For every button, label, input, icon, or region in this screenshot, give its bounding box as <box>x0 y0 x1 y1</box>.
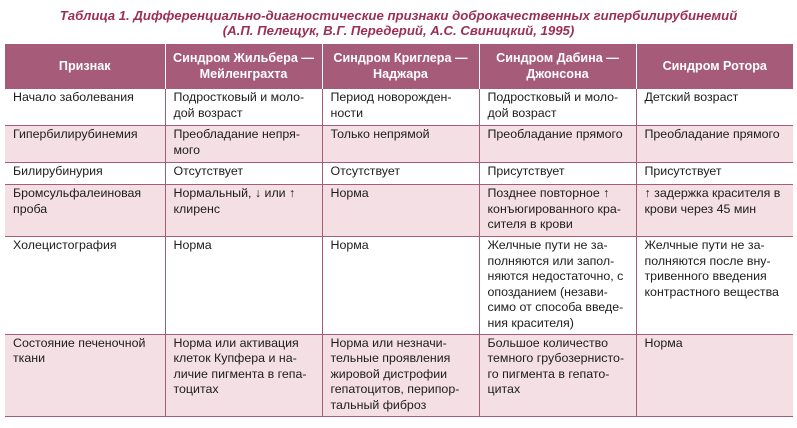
table-cell: Подростковый и молодой возраст <box>165 89 322 126</box>
table-row <box>5 89 793 126</box>
table-cell: Присутствует <box>479 163 636 185</box>
table-cell: Отсутствует <box>322 163 479 185</box>
table-cell: Холецистография <box>5 237 165 335</box>
table-row <box>5 163 793 185</box>
table-cell: Детский возраст <box>636 89 793 126</box>
column-header-crigler: Синдром Криглера — Наджара <box>322 44 479 89</box>
table-cell: Норма или активация клеток Купфера и наличие пигмента в гепатоцитах <box>165 334 322 416</box>
table-header-row <box>5 44 793 89</box>
caption-title: Таблица 1. Дифференциально-диагностические признаки доброкачественных гипербилирубинемий <box>59 8 738 23</box>
table-row <box>5 185 793 237</box>
table-cell: Желчные пути не заполняются или заполняются недостаточно, с опозданием (независимо от способа введения красителя) <box>479 237 636 335</box>
table-cell: Состояние печеночной ткани <box>5 334 165 416</box>
table-cell: ↑ задержка красителя в крови через 45 мин <box>636 185 793 237</box>
table-row <box>5 334 793 416</box>
table-cell: Норма или незначительные проявления жировой дистрофии гепатоцитов, перипортальный фиброз <box>322 334 479 416</box>
table-cell: Гипербилирубинемия <box>5 126 165 163</box>
table-cell: Позднее повторное ↑ конъюгированного красителя в крови <box>479 185 636 237</box>
table-cell: Желчные пути не заполняются после внутривенного введения контрастного вещества <box>636 237 793 335</box>
table-cell: Норма <box>322 185 479 237</box>
table-cell: Норма <box>322 237 479 335</box>
table-cell: Начало заболевания <box>5 89 165 126</box>
table-caption <box>0 8 797 38</box>
table-cell: Отсутствует <box>165 163 322 185</box>
column-header-feature: Признак <box>5 44 165 89</box>
table-cell: Нормальный, ↓ или ↑ клиренс <box>165 185 322 237</box>
table-cell: Большое количество темного грубозернистого пигмента в гепатоцитах <box>479 334 636 416</box>
table-cell: Бромсульфалеиновая проба <box>5 185 165 237</box>
table-cell: Билирубинурия <box>5 163 165 185</box>
table-row <box>5 126 793 163</box>
table-cell: Преобладание прямого <box>479 126 636 163</box>
table-row <box>5 237 793 335</box>
table-cell: Преобладание прямого <box>636 126 793 163</box>
caption-source: (А.П. Пелещук, В.Г. Передерий, А.С. Свиницкий, 1995) <box>222 23 575 38</box>
table-cell: Период новорожденности <box>322 89 479 126</box>
table-cell: Подростковый и молодой возраст <box>479 89 636 126</box>
column-header-dubin: Синдром Дабина — Джонсона <box>479 44 636 89</box>
table-cell: Преобладание непрямого <box>165 126 322 163</box>
table-cell: Присутствует <box>636 163 793 185</box>
column-header-rotor: Синдром Ротора <box>636 44 793 89</box>
table-cell: Только непрямой <box>322 126 479 163</box>
column-header-gilbert: Синдром Жильбера — Мейленграхта <box>165 44 322 89</box>
diagnostic-table <box>5 44 793 417</box>
table-cell: Норма <box>636 334 793 416</box>
table-cell: Норма <box>165 237 322 335</box>
